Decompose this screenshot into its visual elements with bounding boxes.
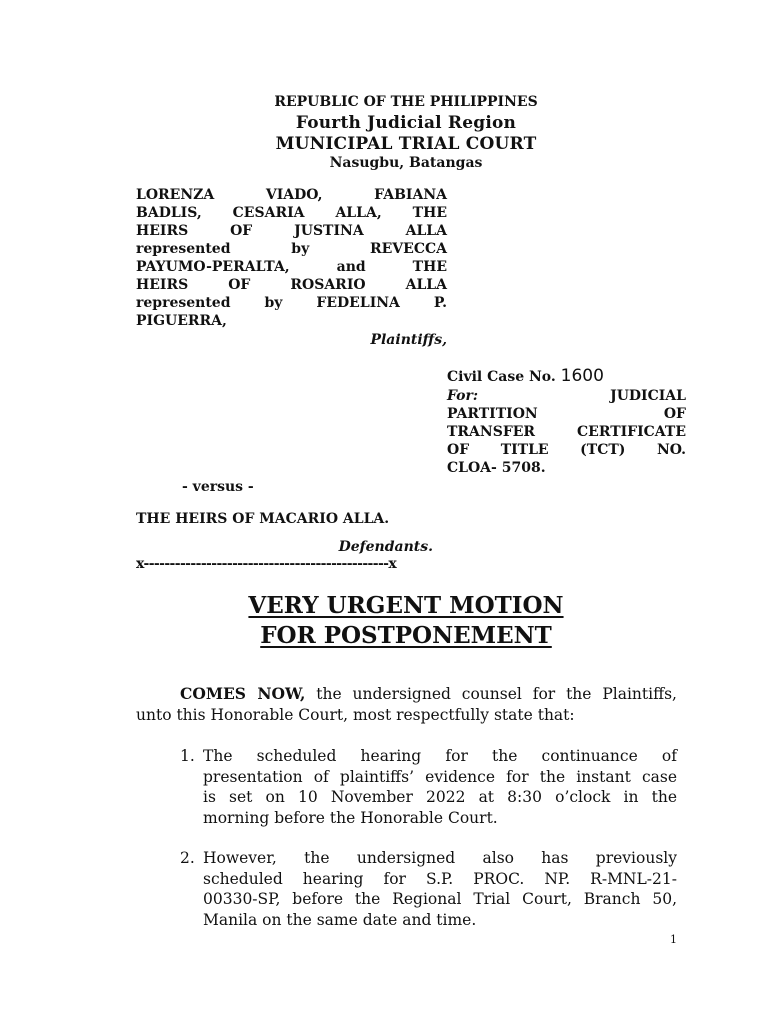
page-number: 1 bbox=[670, 933, 677, 946]
list-item-line: morning before the Honorable Court. bbox=[203, 808, 498, 827]
intro-paragraph bbox=[136, 684, 677, 725]
republic-heading: REPUBLIC OF THE PHILIPPINES bbox=[274, 94, 538, 110]
motion-title-line2: FOR POSTPONEMENT bbox=[260, 622, 552, 649]
defendants-label: Defendants. bbox=[338, 539, 433, 555]
location-heading: Nasugbu, Batangas bbox=[329, 155, 483, 171]
case-number-value: 1600 bbox=[560, 366, 604, 386]
plaintiffs-line: HEIRS OF JUSTINA ALLA bbox=[136, 223, 447, 239]
court-heading: MUNICIPAL TRIAL COURT bbox=[275, 134, 537, 154]
plaintiffs-line: PAYUMO-PERALTA, and THE bbox=[136, 259, 447, 275]
caption-separator: x-----------------------------------------------x bbox=[136, 556, 397, 572]
case-for-first: JUDICIAL bbox=[610, 388, 686, 404]
versus-label: - versus - bbox=[182, 479, 254, 495]
plaintiffs-line: LORENZA VIADO, FABIANA bbox=[136, 187, 447, 203]
case-for-line bbox=[447, 387, 686, 405]
list-item-number: 2. bbox=[180, 849, 195, 867]
list-item-line: The scheduled hearing for the continuance of bbox=[203, 747, 677, 765]
plaintiffs-line: represented by REVECCA bbox=[136, 241, 447, 257]
case-for-label: For: bbox=[447, 388, 479, 404]
plaintiffs-label: Plaintiffs, bbox=[370, 332, 447, 348]
region-heading: Fourth Judicial Region bbox=[295, 113, 517, 133]
list-item-line: scheduled hearing for S.P. PROC. NP. R-MNL-21- bbox=[203, 869, 677, 888]
list-item-line: is set on 10 November 2022 at 8:30 o’clock in the bbox=[203, 788, 677, 806]
intro-line bbox=[136, 684, 677, 705]
intro-line: unto this Honorable Court, most respectfully state that: bbox=[136, 705, 575, 724]
list-item-number: 1. bbox=[180, 747, 195, 765]
list-item-line: 00330-SP, before the Regional Trial Court, Branch 50, bbox=[203, 890, 677, 908]
plaintiffs-line: PIGUERRA, bbox=[136, 313, 227, 329]
list-item-line: However, the undersigned also has previously bbox=[203, 849, 677, 867]
list-item-line: presentation of plaintiffs’ evidence for the instant case bbox=[203, 767, 677, 786]
case-subject-line: CLOA- 5708. bbox=[447, 460, 546, 476]
intro-lead: COMES NOW, bbox=[180, 684, 306, 703]
case-number-label: Civil Case No. bbox=[447, 369, 556, 385]
case-subject-line: PARTITION OF bbox=[447, 406, 686, 422]
intro-line1-rest: the undersigned counsel for the Plaintiffs, bbox=[305, 685, 677, 703]
case-subject-line: OF TITLE (TCT) NO. bbox=[447, 442, 686, 458]
defendants-name: THE HEIRS OF MACARIO ALLA. bbox=[136, 511, 390, 527]
plaintiffs-line: HEIRS OF ROSARIO ALLA bbox=[136, 277, 447, 293]
motion-title-line1: VERY URGENT MOTION bbox=[248, 592, 564, 619]
plaintiffs-line: represented by FEDELINA P. bbox=[136, 295, 447, 311]
plaintiffs-line: BADLIS, CESARIA ALLA, THE bbox=[136, 205, 447, 221]
list-item-line: Manila on the same date and time. bbox=[203, 910, 477, 929]
case-number bbox=[447, 366, 604, 386]
case-subject-line: TRANSFER CERTIFICATE bbox=[447, 424, 686, 440]
